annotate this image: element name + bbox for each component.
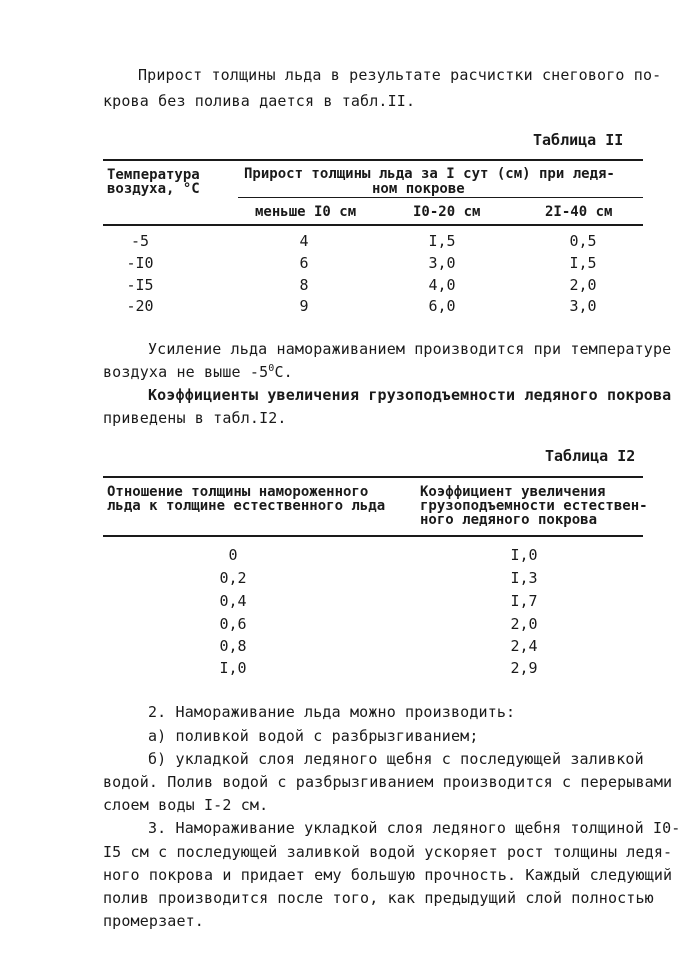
mid-line-1: Усиление льда намораживанием производится при температуре (148, 340, 672, 358)
table-12-coef: I,3 (510, 569, 538, 587)
item-3-line-5: промерзает. (103, 912, 204, 930)
intro-line-2: крова без полива дается в табл.II. (103, 92, 416, 110)
table-11-top-rule (103, 159, 643, 161)
mid-line-2: воздуха не выше $-5^0C$. (103, 363, 293, 381)
intro-line-1: Прирост толщины льда в результате расчистки снегового по- (138, 66, 662, 84)
table-11-value: 0,5 (569, 232, 597, 250)
item-2b-line-3: слоем воды I-2 см. (103, 796, 269, 814)
table-11-caption: Таблица II (533, 131, 624, 149)
table-12-ratio: I,0 (219, 659, 247, 677)
table-11-value: 6,0 (428, 297, 456, 315)
table-12-ratio: 0 (228, 546, 238, 564)
table-12-col-ratio-header: Отношение толщины намороженного льда к толщине естественного льда (107, 484, 386, 514)
table-12-coef: 2,0 (510, 615, 538, 633)
table-11-temp: -I0 (126, 254, 154, 272)
item-3-line-1: 3. Намораживание укладкой слоя ледяного щебня толщиной I0- (148, 819, 681, 837)
table-12-coef: I,7 (510, 592, 538, 610)
table-11-subheader-2: I0-20 см (413, 204, 481, 220)
item-3-line-3: ного покрова и придает ему большую прочность. Каждый следующий (103, 866, 673, 884)
table-11-value: 6 (299, 254, 309, 272)
item-2-heading: 2. Намораживание льда можно производить: (148, 703, 516, 721)
table-12-ratio: 0,4 (219, 592, 247, 610)
item-2a: а) поливкой водой с разбрызгиванием; (148, 727, 479, 745)
table-12-coef: I,0 (510, 546, 538, 564)
table-11-subheader-3: 2I-40 см (545, 204, 613, 220)
table-12-ratio: 0,2 (219, 569, 247, 587)
table-12-coef: 2,4 (510, 637, 538, 655)
table-12-coef: 2,9 (510, 659, 538, 677)
table-11-header-bottom-rule (103, 224, 643, 226)
table-11-value: 9 (299, 297, 309, 315)
table-12-top-rule (103, 476, 643, 478)
table-11-temp: -I5 (126, 276, 154, 294)
table-11-value: 4 (299, 232, 309, 250)
table-12-header-bottom-rule (103, 535, 643, 537)
table-11-subheader-rule (238, 197, 643, 198)
table-12-col-coef-header: Коэффициент увеличения грузоподъемности естествен- ного ледяного покрова (420, 484, 648, 528)
table-12-ratio: 0,8 (219, 637, 247, 655)
table-11-value: 8 (299, 276, 309, 294)
item-3-line-4: полив производится после того, как предыдущий слой полностью (103, 889, 654, 907)
table-11-group-header-line-1: Прирост толщины льда за I сут (см) при ледя- (244, 166, 615, 182)
table-11-col-temp-header: Температура воздуха, °C (107, 167, 200, 197)
table-11-value: 3,0 (569, 297, 597, 315)
table-11-value: I,5 (428, 232, 456, 250)
item-2b-line-2: водой. Полив водой с разбрызгиванием производится с перерывами (103, 773, 673, 791)
table-11-group-header-line-2: ном покрове (372, 181, 465, 197)
table-11-subheader-1: меньше I0 см (255, 204, 357, 220)
table-12-caption: Таблица I2 (545, 447, 636, 465)
item-3-line-2: I5 см с последующей заливкой водой ускоряет рост толщины ледя- (103, 843, 673, 861)
mid-line-4: приведены в табл.I2. (103, 409, 287, 427)
table-11-temp: -5 (130, 232, 150, 250)
table-12-ratio: 0,6 (219, 615, 247, 633)
table-11-value: 4,0 (428, 276, 456, 294)
table-11-temp: -20 (126, 297, 154, 315)
mid-line-3: Коэффициенты увеличения грузоподъемности ледяного покрова (148, 386, 672, 404)
item-2b-line-1: б) укладкой слоя ледяного щебня с последующей заливкой (148, 750, 644, 768)
table-11-value: 2,0 (569, 276, 597, 294)
table-11-value: 3,0 (428, 254, 456, 272)
table-11-value: I,5 (569, 254, 597, 272)
